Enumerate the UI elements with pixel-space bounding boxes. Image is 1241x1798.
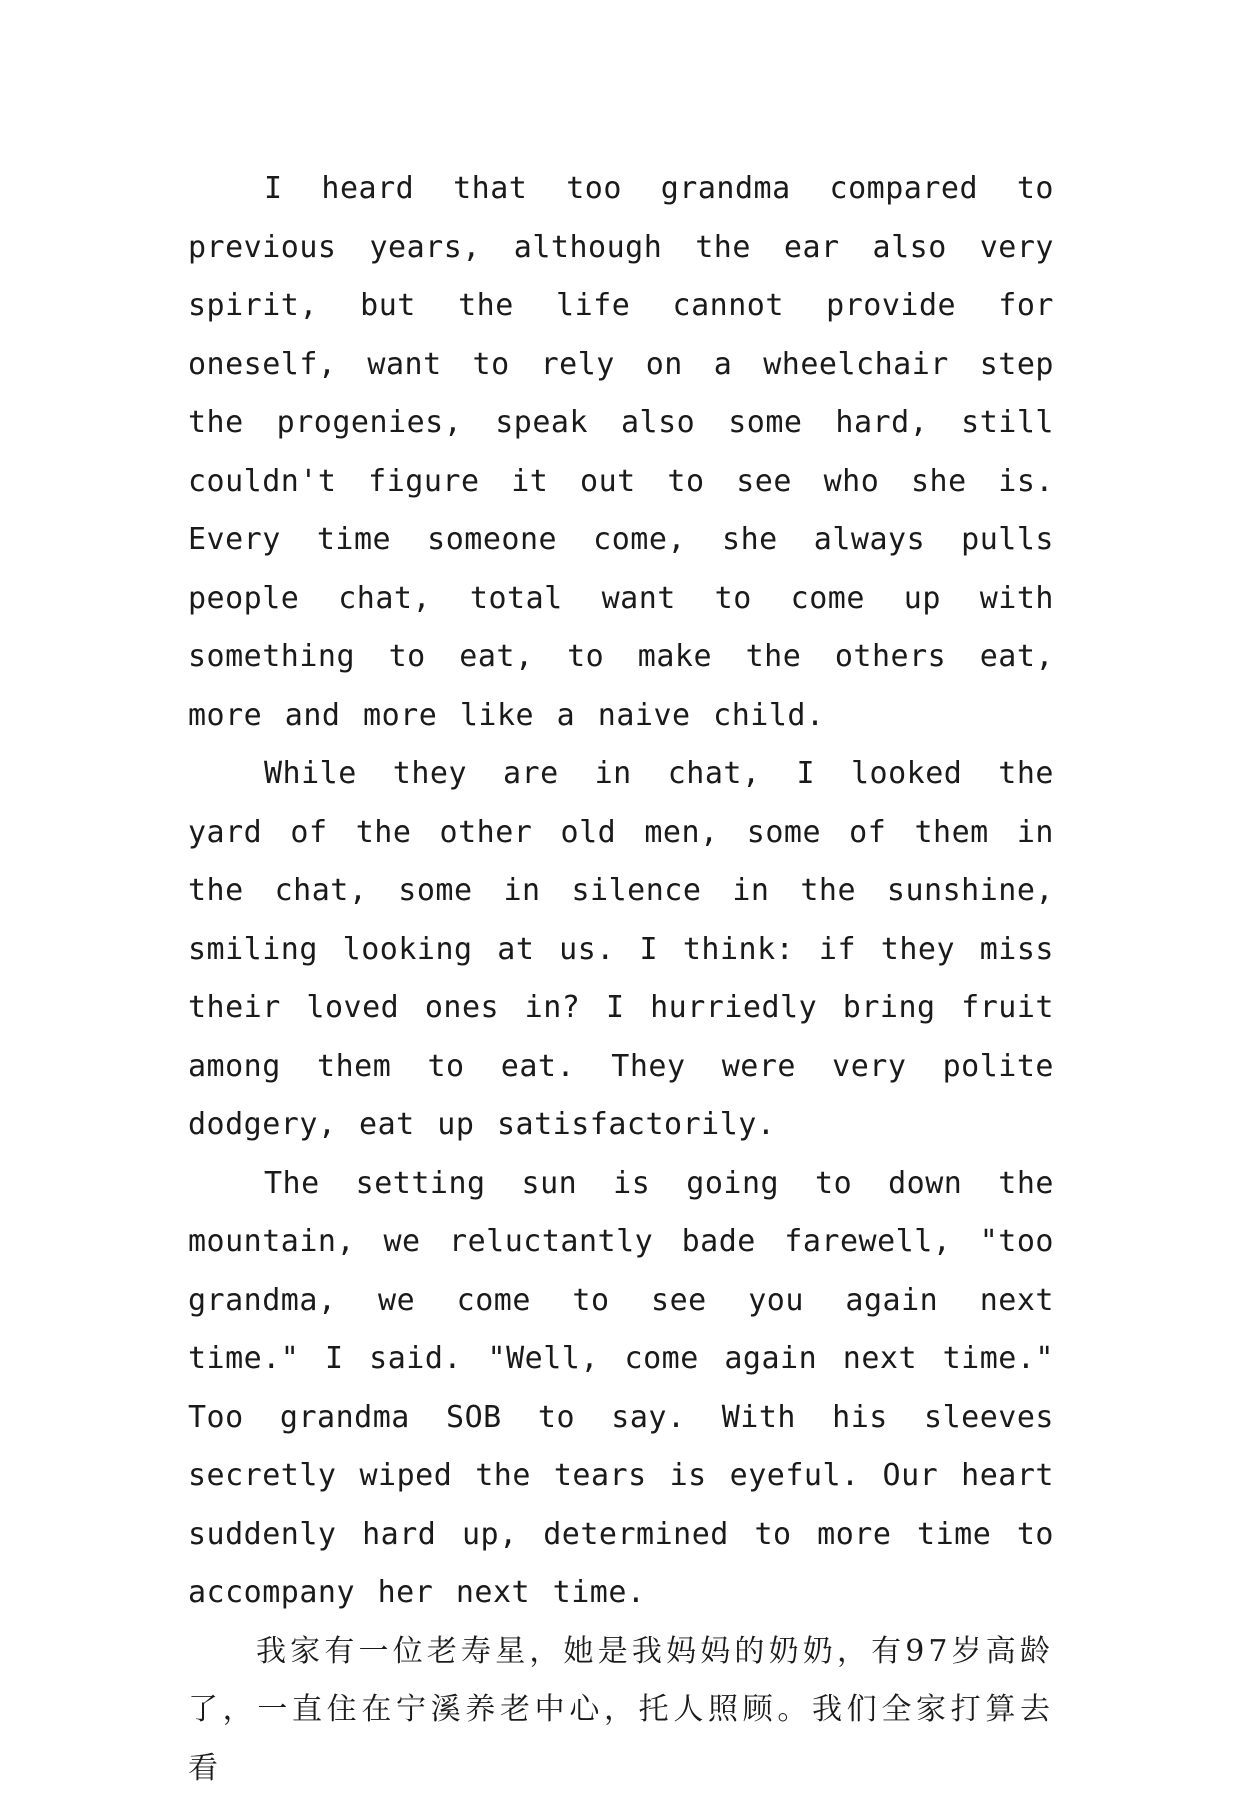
- paragraph-1: I heard that too grandma compared to previous years, although the ear also very spirit, but the life cannot provide for oneself, want to rely on a wheelchair step the progenies, speak also some hard, still couldn't figure it out to see who she is. Every time someone come, she always pulls people chat, total want to come up with something to eat, to make the others eat, more and more like a naive child.: [188, 160, 1054, 745]
- paragraph-2: While they are in chat, I looked the yard of the other old men, some of them in the chat, some in silence in the sunshine, smiling looking at us. I think: if they miss their loved ones in? I hurriedly bring fruit among them to eat. They were very polite dodgery, eat up satisfactorily.: [188, 745, 1054, 1155]
- document-body: [188, 160, 1054, 1798]
- paragraph-4-chinese: 我家有一位老寿星，她是我妈妈的奶奶，有97岁高龄了，一直住在宁溪养老中心，托人照顾。我们全家打算去看: [188, 1623, 1054, 1798]
- paragraph-3: The setting sun is going to down the mountain, we reluctantly bade farewell, "too grandma, we come to see you again next time." I said. "Well, come again next time." Too grandma SOB to say. With his sleeves secretly wiped the tears is eyeful. Our heart suddenly hard up, determined to more time to accompany her next time.: [188, 1155, 1054, 1623]
